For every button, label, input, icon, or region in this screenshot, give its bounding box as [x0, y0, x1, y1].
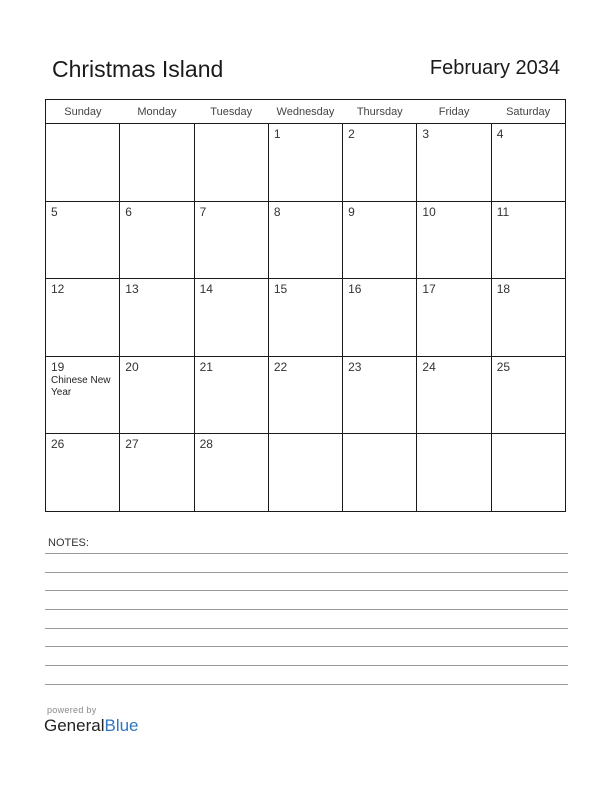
day-number: 16 [348, 282, 362, 297]
holiday-label: Chinese New Year [51, 374, 111, 398]
day-number: 1 [273, 127, 281, 141]
day-number: 26 [51, 437, 65, 452]
day-number: 4 [496, 127, 504, 141]
day-number: 23 [348, 359, 362, 374]
calendar-week-row [46, 279, 566, 357]
weekday-header: Monday [120, 100, 194, 124]
powered-by-text: powered by [47, 705, 97, 715]
day-cell [343, 124, 417, 202]
calendar-body [46, 124, 566, 512]
calendar-week-row [46, 124, 566, 202]
day-cell [491, 201, 565, 279]
notes-line [45, 590, 568, 591]
day-number: 11 [496, 204, 510, 219]
day-number: 14 [199, 282, 213, 297]
day-number: 21 [199, 359, 213, 374]
calendar-week-row [46, 356, 566, 434]
calendar-country-title: Christmas Island [52, 56, 224, 82]
day-cell [120, 356, 194, 434]
day-number: 9 [348, 204, 355, 219]
day-cell [194, 279, 268, 357]
weekday-header: Thursday [343, 100, 417, 124]
notes-line [45, 553, 568, 554]
day-number: 28 [199, 437, 213, 452]
day-number: 15 [273, 282, 288, 297]
logo-general-text: General [44, 716, 105, 735]
day-cell [417, 434, 491, 512]
day-cell [46, 124, 120, 202]
day-number: 25 [496, 359, 511, 374]
day-cell [491, 124, 565, 202]
day-cell [120, 124, 194, 202]
weekday-header-row [46, 100, 566, 124]
day-number: 3 [422, 127, 430, 141]
weekday-header: Friday [417, 100, 491, 124]
day-number: 6 [125, 204, 132, 219]
day-cell [268, 201, 342, 279]
day-cell [417, 201, 491, 279]
calendar-grid [45, 99, 566, 512]
day-cell [491, 279, 565, 357]
day-cell [194, 124, 268, 202]
day-number: 7 [199, 204, 207, 219]
day-cell [46, 434, 120, 512]
day-number: 17 [422, 282, 436, 297]
day-cell [120, 279, 194, 357]
notes-line [45, 646, 568, 647]
day-number: 24 [422, 359, 436, 374]
notes-line [45, 684, 568, 685]
day-cell [491, 356, 565, 434]
day-number: 19 [51, 359, 65, 374]
notes-line [45, 628, 568, 629]
generalblue-logo [44, 716, 139, 736]
day-cell [46, 201, 120, 279]
day-cell [194, 356, 268, 434]
day-cell [194, 434, 268, 512]
day-cell [343, 201, 417, 279]
weekday-header: Wednesday [268, 100, 342, 124]
day-cell [343, 356, 417, 434]
day-number: 20 [125, 359, 139, 374]
day-cell [46, 356, 120, 434]
day-cell [120, 434, 194, 512]
day-number: 12 [51, 282, 65, 297]
day-number: 8 [273, 204, 281, 219]
day-cell [417, 279, 491, 357]
notes-label: NOTES: [48, 537, 89, 549]
day-number: 13 [125, 282, 139, 297]
day-number: 22 [273, 359, 288, 374]
notes-line [45, 665, 568, 666]
weekday-header: Saturday [491, 100, 565, 124]
calendar-week-row [46, 201, 566, 279]
logo-blue-text: Blue [104, 716, 139, 735]
day-cell [268, 356, 342, 434]
day-number: 5 [51, 204, 58, 219]
day-number: 10 [422, 204, 436, 219]
day-cell [491, 434, 565, 512]
day-cell [268, 279, 342, 357]
weekday-header: Sunday [46, 100, 120, 124]
notes-line [45, 572, 568, 573]
day-number: 2 [348, 127, 355, 141]
day-cell [268, 434, 342, 512]
day-number: 18 [496, 282, 511, 297]
day-cell [417, 124, 491, 202]
day-cell [343, 279, 417, 357]
calendar-month-title: February 2034 [429, 57, 560, 79]
day-cell [46, 279, 120, 357]
weekday-header: Tuesday [194, 100, 268, 124]
day-cell [120, 201, 194, 279]
day-cell [268, 124, 342, 202]
notes-line [45, 609, 568, 610]
day-cell [343, 434, 417, 512]
day-cell [417, 356, 491, 434]
day-number: 27 [125, 437, 139, 452]
day-cell [194, 201, 268, 279]
calendar-week-row [46, 434, 566, 512]
